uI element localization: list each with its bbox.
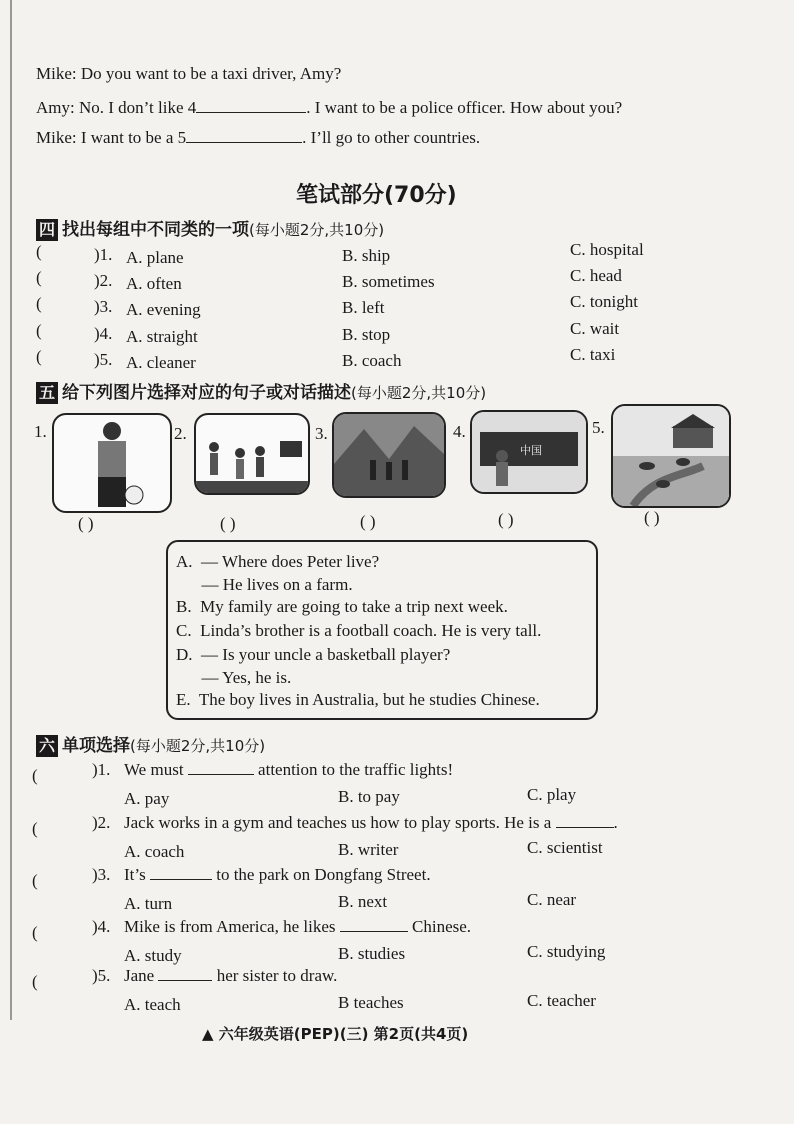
- description-option: — Yes, he is.: [176, 668, 292, 687]
- q6-option-c[interactable]: C. play: [527, 785, 577, 804]
- q6-number: )3.: [92, 865, 111, 884]
- section-5-heading: 五 给下列图片选择对应的句子或对话描述(每小题2分,共10分): [36, 378, 486, 404]
- q6-option-b[interactable]: B. next: [338, 892, 388, 911]
- answer-paren-pic-3[interactable]: ( ): [360, 512, 376, 531]
- q4-option-c[interactable]: C. wait: [570, 319, 620, 338]
- mountain-trip-icon: [334, 414, 444, 496]
- answer-blank[interactable]: [556, 813, 614, 828]
- answer-paren-pic-4[interactable]: ( ): [498, 510, 514, 529]
- answer-paren-q6-1[interactable]: (: [32, 766, 38, 785]
- q6-option-c[interactable]: C. scientist: [527, 838, 603, 857]
- description-option: E. The boy lives in Australia, but he studies Chinese.: [176, 690, 540, 709]
- q6-number: )4.: [92, 917, 111, 936]
- written-part-title: 笔试部分(70分): [296, 183, 457, 208]
- q4-option-a[interactable]: A. plane: [126, 248, 184, 267]
- answer-paren-q6-2[interactable]: (: [32, 819, 38, 838]
- q6-question: It’s to the park on Dongfang Street.: [124, 865, 431, 884]
- page-footer: ▲ 六年级英语(PEP)(三) 第2页(共4页): [202, 1025, 469, 1043]
- q6-question: Jack works in a gym and teaches us how to play sports. He is a .: [124, 813, 618, 832]
- picture-number-1: 1.: [34, 422, 47, 441]
- q6-option-a[interactable]: A. turn: [124, 894, 173, 913]
- answer-blank[interactable]: [150, 865, 212, 880]
- q6-question: We must attention to the traffic lights!: [124, 760, 454, 779]
- answer-paren-q4-5[interactable]: (: [36, 347, 42, 366]
- dialogue-line-3: Mike: I want to be a 5 . I’ll go to other countries.: [36, 128, 481, 147]
- q6-question: Jane her sister to draw.: [124, 966, 338, 985]
- description-option: B. My family are going to take a trip next week.: [176, 597, 508, 616]
- answer-paren-q4-2[interactable]: (: [36, 268, 42, 287]
- section-6-heading: 六 单项选择(每小题2分,共10分): [36, 731, 265, 757]
- description-option: A. — Where does Peter live?: [176, 552, 380, 571]
- q6-number: )5.: [92, 966, 111, 985]
- answer-paren-q4-4[interactable]: (: [36, 321, 42, 340]
- picture-number-2: 2.: [174, 424, 187, 443]
- answer-blank[interactable]: [340, 917, 408, 932]
- logo-triangle-icon: ▲: [202, 1025, 214, 1043]
- answer-paren-pic-2[interactable]: ( ): [220, 514, 236, 533]
- dialogue-line-2: Amy: No. I don’t like 4 . I want to be a police officer. How about you?: [36, 98, 623, 117]
- binding-margin-line: [10, 0, 12, 1020]
- picture-2-children: [194, 413, 310, 495]
- description-option: C. Linda’s brother is a football coach. He is very tall.: [176, 621, 542, 640]
- q4-number: )4.: [94, 324, 113, 343]
- q6-option-b[interactable]: B. studies: [338, 944, 406, 963]
- running-children-icon: [196, 415, 308, 493]
- q6-question: Mike is from America, he likes Chinese.: [124, 917, 472, 936]
- description-option: — He lives on a farm.: [176, 575, 353, 594]
- answer-blank[interactable]: [188, 760, 254, 775]
- q6-number: )2.: [92, 813, 111, 832]
- picture-number-4: 4.: [453, 422, 466, 441]
- picture-number-3: 3.: [315, 424, 328, 443]
- q6-option-b[interactable]: B teaches: [338, 993, 404, 1012]
- answer-paren-q4-3[interactable]: (: [36, 294, 42, 313]
- q6-option-a[interactable]: A. coach: [124, 842, 185, 861]
- answer-paren-q6-5[interactable]: (: [32, 972, 38, 991]
- q4-option-b[interactable]: B. ship: [342, 246, 391, 265]
- q6-option-a[interactable]: A. teach: [124, 995, 181, 1014]
- q4-option-a[interactable]: A. cleaner: [126, 353, 196, 372]
- q4-option-b[interactable]: B. stop: [342, 325, 391, 344]
- answer-paren-q4-1[interactable]: (: [36, 242, 42, 261]
- q4-number: )2.: [94, 271, 113, 290]
- picture-1-man-with-ball: [52, 413, 172, 513]
- section-4-heading: 四 找出每组中不同类的一项(每小题2分,共10分): [36, 215, 384, 241]
- q4-number: )5.: [94, 350, 113, 369]
- q6-option-c[interactable]: C. near: [527, 890, 577, 909]
- q4-option-c[interactable]: C. tonight: [570, 292, 639, 311]
- q6-number: )1.: [92, 760, 111, 779]
- picture-4-chinese-class: [470, 410, 588, 494]
- farm-animals-icon: [613, 406, 729, 506]
- q6-option-c[interactable]: C. teacher: [527, 991, 596, 1010]
- svg-text:中国: 中国: [520, 444, 542, 457]
- dialogue-line-1: Mike: Do you want to be a taxi driver, Amy?: [36, 64, 342, 83]
- answer-paren-q6-4[interactable]: (: [32, 923, 38, 942]
- man-with-ball-icon: [54, 415, 170, 511]
- picture-5-farm: [611, 404, 731, 508]
- q4-option-c[interactable]: C. hospital: [570, 240, 644, 259]
- q6-option-a[interactable]: A. pay: [124, 789, 170, 808]
- q4-option-c[interactable]: C. taxi: [570, 345, 616, 364]
- q6-option-b[interactable]: B. writer: [338, 840, 399, 859]
- q4-option-a[interactable]: A. straight: [126, 327, 198, 346]
- q6-option-a[interactable]: A. study: [124, 946, 182, 965]
- answer-blank[interactable]: [158, 966, 212, 981]
- q4-option-a[interactable]: A. evening: [126, 300, 201, 319]
- q4-option-b[interactable]: B. sometimes: [342, 272, 435, 291]
- chinese-blackboard-icon: [472, 412, 586, 492]
- q4-number: )1.: [94, 245, 113, 264]
- description-option: D. — Is your uncle a basketball player?: [176, 645, 451, 664]
- q4-option-a[interactable]: A. often: [126, 274, 182, 293]
- q4-option-c[interactable]: C. head: [570, 266, 622, 285]
- answer-paren-pic-5[interactable]: ( ): [644, 508, 660, 527]
- q4-option-b[interactable]: B. left: [342, 298, 385, 317]
- q4-option-b[interactable]: B. coach: [342, 351, 402, 370]
- q6-option-b[interactable]: B. to pay: [338, 787, 400, 806]
- q4-number: )3.: [94, 297, 113, 316]
- answer-paren-q6-3[interactable]: (: [32, 871, 38, 890]
- picture-number-5: 5.: [592, 418, 605, 437]
- answer-blank-4[interactable]: [196, 98, 306, 113]
- q6-option-c[interactable]: C. studying: [527, 942, 606, 961]
- answer-paren-pic-1[interactable]: ( ): [78, 514, 94, 533]
- answer-blank-5[interactable]: [186, 128, 302, 143]
- picture-3-mountains: [332, 412, 446, 498]
